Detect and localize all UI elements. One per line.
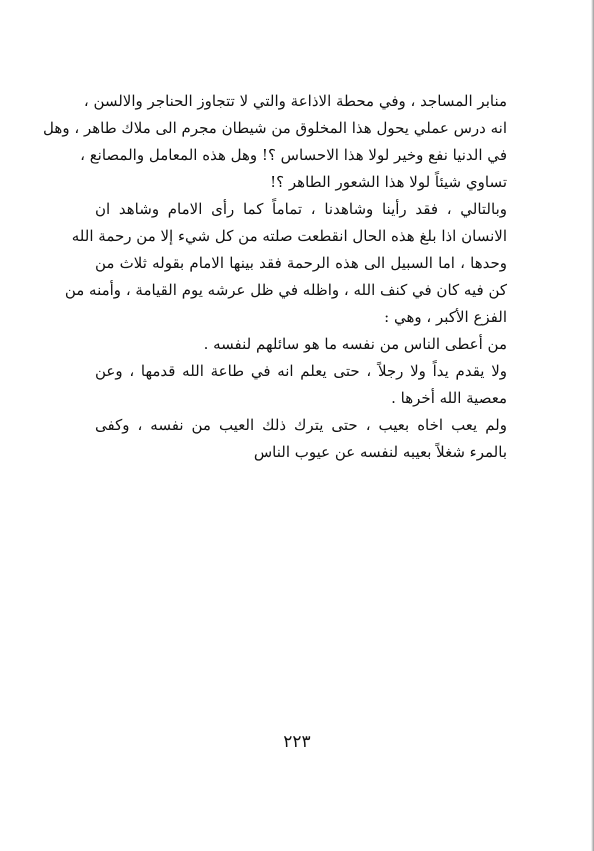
- text-line: ولم يعب اخاه بعيب ، حتى يترك ذلك العيب من نفسه ، وكفى: [95, 416, 507, 434]
- text-line: منابر المساجد ، وفي محطة الاذاعة والتي لا تتجاوز الحناجر والالسن ،: [83, 92, 507, 110]
- text-line: معصية الله أخرها .: [391, 389, 507, 407]
- text-line: وحدها ، اما السبيل الى هذه الرحمة فقد بينها الامام بقوله ثلاث من: [95, 254, 507, 272]
- text-line: الانسان اذا بلغ هذه الحال انقطعت صلته من كل شيء إلا من رحمة الله: [71, 227, 507, 245]
- text-line: كن فيه كان في كنف الله ، واظله في ظل عرشه يوم القيامة ، وأمنه من: [64, 281, 507, 299]
- text-line: بالمرء شغلاً بعيبه لنفسه عن عيوب الناس: [253, 443, 507, 461]
- page-number: ٢٢٣: [283, 732, 311, 752]
- text-line: في الدنيا نفع وخير لولا هذا الاحساس ؟! وهل هذه المعامل والمصانع ،: [80, 146, 507, 164]
- text-line: ولا يقدم يداً ولا رجلاً ، حتى يعلم انه في طاعة الله قدمها ، وعن: [95, 362, 507, 380]
- text-line: من أعطى الناس من نفسه ما هو سائلهم لنفسه .: [203, 335, 507, 353]
- text-line: وبالتالي ، فقد رأينا وشاهدنا ، تماماً كما رأى الامام وشاهد ان: [95, 200, 507, 218]
- body-text: [43, 88, 507, 466]
- text-line: تساوي شيئاً لولا هذا الشعور الطاهر ؟!: [270, 173, 507, 191]
- text-line: الفزع الأكبر ، وهي :: [384, 308, 507, 326]
- text-line: انه درس عملي يحول هذا المخلوق من شيطان مجرم الى ملاك طاهر ، وهل: [43, 119, 507, 137]
